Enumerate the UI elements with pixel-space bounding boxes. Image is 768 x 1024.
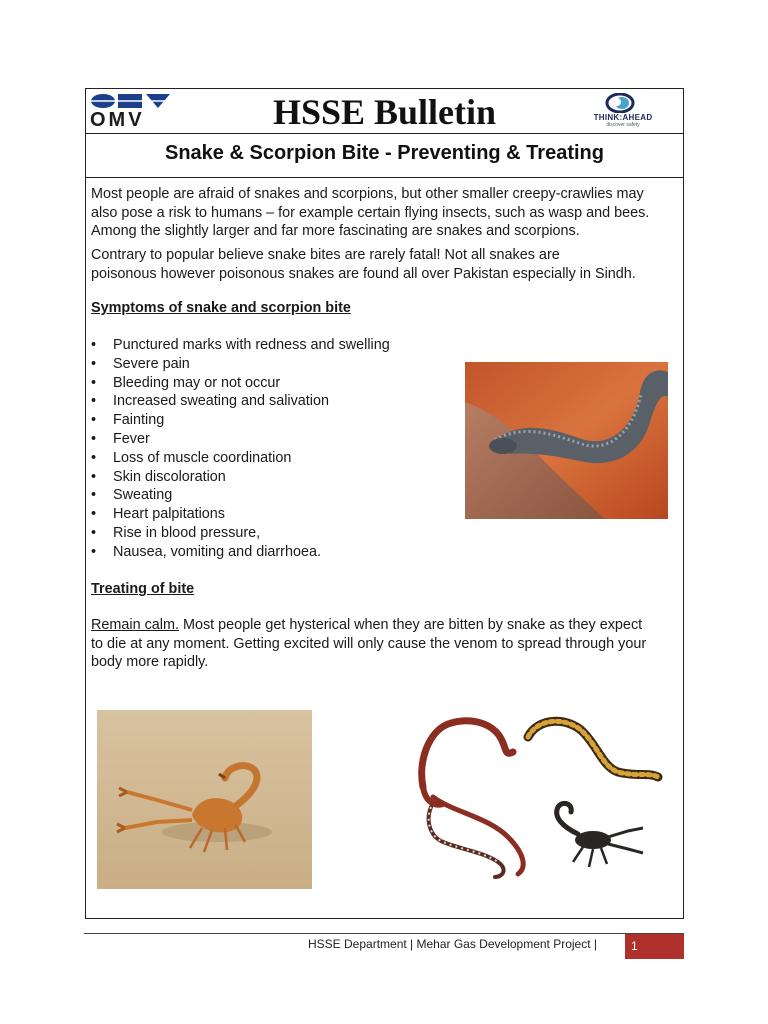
intro-line: also pose a risk to humans – for example certain flying insects, such as wasp and bees. (91, 204, 650, 221)
list-item: • Loss of muscle coordination (91, 449, 292, 466)
thinkahead-ring-icon (605, 93, 635, 113)
list-item: • Heart palpitations (91, 506, 225, 523)
list-item: • Fever (91, 430, 150, 447)
remain-calm-text: Remain calm. (91, 617, 179, 633)
thinkahead-wordmark: THINK:AHEAD (593, 113, 653, 122)
snake-facts-paragraph (91, 246, 681, 283)
bullet-icon: • (91, 506, 97, 523)
list-item: • Fainting (91, 412, 165, 429)
footer-department-text: HSSE Department | Mehar Gas Development Project | (308, 937, 598, 951)
list-item: • Skin discoloration (91, 468, 226, 485)
list-item: • Punctured marks with redness and swelling (91, 337, 390, 353)
list-item: • Increased sweating and salivation (91, 393, 329, 410)
treating-line: body more rapidly. (91, 654, 209, 670)
list-item: • Rise in blood pressure, (91, 524, 261, 541)
bullet-icon: • (91, 487, 97, 504)
snake-bite-photo (465, 362, 668, 519)
bullet-icon: • (91, 468, 97, 485)
snakes-and-scorpion-illustration (413, 712, 668, 880)
list-item: • Severe pain (91, 355, 190, 372)
thinkahead-logo (579, 93, 667, 129)
bulletin-title: HSSE Bulletin (272, 92, 497, 132)
bulletin-subtitle: Snake & Scorpion Bite - Preventing & Treating (165, 142, 604, 164)
thinkahead-tagline: discover safety (606, 122, 640, 128)
list-item: • Nausea, vomiting and diarrhoea. (91, 543, 321, 560)
bullet-icon: • (91, 393, 97, 410)
list-item: • Bleeding may or not occur (91, 374, 281, 391)
symptoms-list (91, 336, 390, 562)
bullet-icon: • (91, 449, 97, 466)
treating-heading: Treating of bite (91, 581, 195, 597)
intro-paragraph (91, 185, 681, 241)
intro-line: Among the slightly larger and far more fascinating are snakes and scorpions. (91, 223, 580, 239)
omv-wordmark: OMV (90, 109, 145, 131)
bullet-icon: • (91, 412, 97, 429)
bullet-icon: • (91, 430, 97, 447)
scorpion-photo (97, 710, 312, 889)
page-number-badge (625, 934, 684, 959)
bullet-icon: • (91, 374, 97, 391)
footer-divider (84, 933, 684, 934)
header-row (86, 89, 683, 134)
intro-line: Most people are afraid of snakes and scorpions, but other smaller creepy-crawlies may (91, 186, 644, 202)
bullet-icon: • (91, 355, 97, 372)
facts-line: poisonous however poisonous snakes are found all over Pakistan especially in Sindh. (91, 265, 636, 282)
treating-paragraph (91, 616, 681, 672)
symptoms-heading: Symptoms of snake and scorpion bite (91, 300, 351, 316)
page-number: 1 (631, 939, 638, 953)
bullet-icon: • (91, 543, 97, 560)
bullet-icon: • (91, 524, 97, 541)
treating-line: Remain calm. Most people get hysterical when they are bitten by snake as they expect (91, 617, 643, 633)
treating-line: to die at any moment. Getting excited will only cause the venom to spread through your (91, 635, 647, 652)
list-item: • Sweating (91, 487, 173, 504)
facts-line: Contrary to popular believe snake bites are rarely fatal! Not all snakes are (91, 247, 560, 263)
subtitle-row (86, 133, 683, 178)
bullet-icon: • (91, 337, 97, 353)
